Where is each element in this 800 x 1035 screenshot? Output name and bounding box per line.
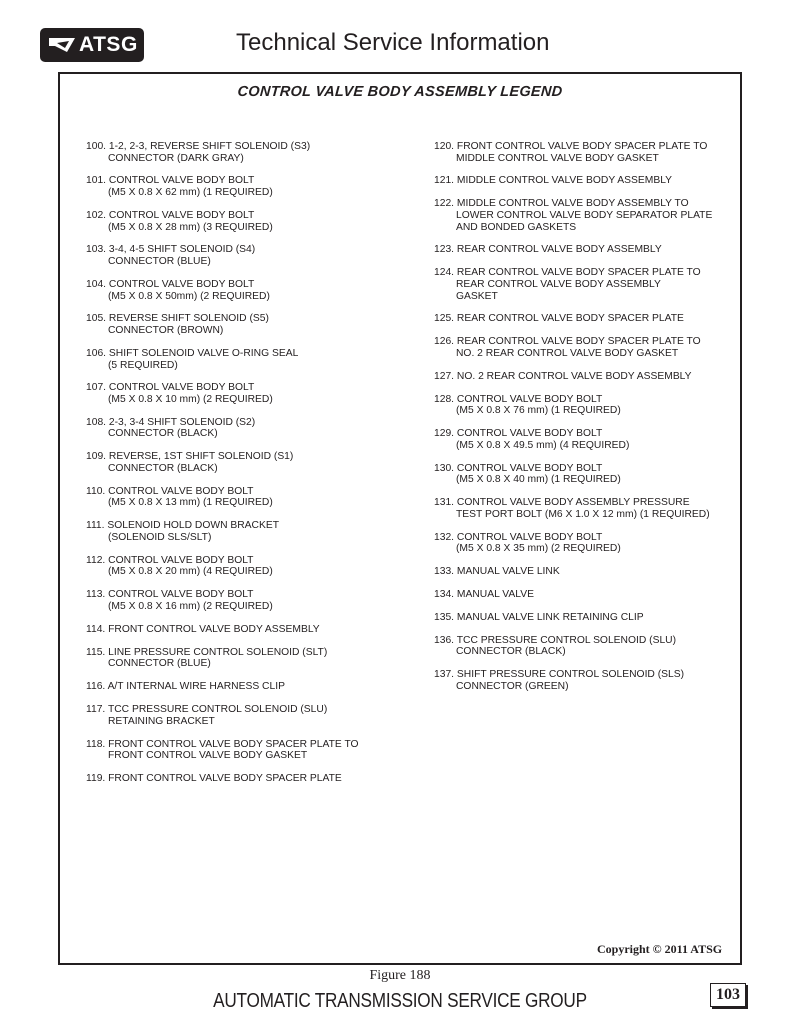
legend-item-text: 122. MIDDLE CONTROL VALVE BODY ASSEMBLY TO	[434, 198, 689, 210]
legend-item-text: 106. SHIFT SOLENOID VALVE O-RING SEAL	[86, 347, 299, 359]
legend-item-text: 132. CONTROL VALVE BODY BOLT	[434, 531, 603, 543]
legend-item-text: 102. CONTROL VALVE BODY BOLT	[86, 209, 255, 221]
legend-item-text: 113. CONTROL VALVE BODY BOLT	[86, 589, 254, 601]
legend-item-continuation: CONNECTOR (BLUE)	[108, 658, 211, 670]
legend-item	[434, 267, 734, 302]
legend-item	[434, 669, 734, 692]
legend-item	[86, 210, 416, 233]
legend-item-text: 133. MANUAL VALVE LINK	[434, 566, 560, 578]
legend-item-text: 103. 3-4, 4-5 SHIFT SOLENOID (S4)	[86, 244, 256, 256]
legend-item	[86, 589, 416, 612]
legend-item-text: 104. CONTROL VALVE BODY BOLT	[86, 278, 255, 290]
legend-item-continuation: (M5 X 0.8 X 76 mm) (1 REQUIRED)	[456, 405, 621, 417]
legend-item-continuation: (M5 X 0.8 X 10 mm) (2 REQUIRED)	[108, 393, 273, 405]
legend-item-text: 120. FRONT CONTROL VALVE BODY SPACER PLATE TO	[434, 141, 708, 152]
legend-item	[86, 773, 416, 785]
legend-item-continuation: CONNECTOR (DARK GRAY)	[108, 152, 244, 164]
legend-item-continuation: (5 REQUIRED)	[108, 359, 178, 371]
legend-item-text: 118. FRONT CONTROL VALVE BODY SPACER PLATE TO	[86, 738, 359, 750]
legend-item	[86, 451, 416, 474]
legend-item	[434, 175, 734, 187]
legend-item	[86, 175, 416, 198]
legend-item	[86, 681, 416, 693]
legend-item-continuation: (M5 X 0.8 X 62 mm) (1 REQUIRED)	[108, 187, 273, 199]
legend-item-continuation: (M5 X 0.8 X 13 mm) (1 REQUIRED)	[108, 497, 273, 509]
legend-item-text: 137. SHIFT PRESSURE CONTROL SOLENOID (SLS)	[434, 669, 685, 681]
legend-item	[86, 647, 416, 670]
legend-item-text: 112. CONTROL VALVE BODY BOLT	[86, 554, 254, 566]
legend-item	[434, 313, 734, 325]
logo-text: ATSG	[79, 33, 138, 56]
legend-item-text: 100. 1-2, 2-3, REVERSE SHIFT SOLENOID (S3)	[86, 141, 311, 152]
legend-item-continuation: TEST PORT BOLT (M6 X 1.0 X 12 mm) (1 REQUIRED)	[456, 508, 710, 520]
legend-item-continuation: (M5 X 0.8 X 40 mm) (1 REQUIRED)	[456, 474, 621, 486]
legend-item-text: 127. NO. 2 REAR CONTROL VALVE BODY ASSEMBLY	[434, 370, 692, 382]
legend-item-continuation: (SOLENOID SLS/SLT)	[108, 531, 212, 543]
legend-item-continuation: CONNECTOR (BLACK)	[108, 462, 218, 474]
legend-item-text: 107. CONTROL VALVE BODY BOLT	[86, 382, 255, 394]
legend-item-text: 101. CONTROL VALVE BODY BOLT	[86, 175, 255, 187]
legend-item-continuation: CONNECTOR (GREEN)	[456, 680, 569, 692]
legend-item-continuation: (M5 X 0.8 X 16 mm) (2 REQUIRED)	[108, 600, 273, 612]
legend-item-text: 129. CONTROL VALVE BODY BOLT	[434, 428, 603, 440]
legend-right-column	[434, 141, 734, 704]
legend-item-continuation: (M5 X 0.8 X 20 mm) (4 REQUIRED)	[108, 566, 273, 578]
figure-caption: Figure 188	[369, 968, 431, 983]
copyright-notice: Copyright © 2011 ATSG	[597, 942, 723, 956]
legend-item-text: 135. MANUAL VALVE LINK RETAINING CLIP	[434, 611, 644, 623]
legend-item	[86, 520, 416, 543]
legend-left-column	[86, 141, 416, 796]
legend-item	[86, 417, 416, 440]
legend-item	[434, 589, 734, 601]
legend-item-text: 123. REAR CONTROL VALVE BODY ASSEMBLY	[434, 244, 662, 256]
legend-item-continuation: AND BONDED GASKETS	[456, 221, 577, 233]
legend-item-continuation: GASKET	[456, 290, 498, 302]
legend-item	[86, 382, 416, 405]
legend-item	[86, 739, 416, 762]
legend-item	[86, 555, 416, 578]
legend-item-text: 116. A/T INTERNAL WIRE HARNESS CLIP	[86, 681, 285, 693]
transmission-logo-icon	[47, 34, 77, 56]
legend-item-continuation: CONNECTOR (BROWN)	[108, 325, 224, 337]
legend-item-text: 115. LINE PRESSURE CONTROL SOLENOID (SLT)	[86, 646, 328, 658]
legend-item-continuation: FRONT CONTROL VALVE BODY GASKET	[108, 750, 308, 762]
legend-item-text: 117. TCC PRESSURE CONTROL SOLENOID (SLU)	[86, 704, 328, 716]
page-number: 103	[710, 983, 746, 1007]
legend-item-continuation: CONNECTOR (BLUE)	[108, 256, 211, 268]
legend-item-text: 125. REAR CONTROL VALVE BODY SPACER PLATE	[434, 313, 684, 325]
legend-item-text: 126. REAR CONTROL VALVE BODY SPACER PLATE TO	[434, 336, 701, 348]
legend-item	[434, 198, 734, 233]
legend-item-continuation: (M5 X 0.8 X 28 mm) (3 REQUIRED)	[108, 221, 273, 233]
legend-item-continuation: LOWER CONTROL VALVE BODY SEPARATOR PLATE	[456, 209, 713, 221]
legend-item-text: 109. REVERSE, 1ST SHIFT SOLENOID (S1)	[86, 451, 294, 463]
legend-item-text: 108. 2-3, 3-4 SHIFT SOLENOID (S2)	[86, 416, 256, 428]
legend-item	[434, 612, 734, 624]
legend-title: CONTROL VALVE BODY ASSEMBLY LEGEND	[236, 84, 564, 100]
legend-item-text: 119. FRONT CONTROL VALVE BODY SPACER PLATE	[86, 773, 342, 785]
legend-item	[86, 704, 416, 727]
legend-item	[86, 244, 416, 267]
legend-item	[86, 279, 416, 302]
legend-item-continuation: NO. 2 REAR CONTROL VALVE BODY GASKET	[456, 347, 679, 359]
legend-item-continuation: REAR CONTROL VALVE BODY ASSEMBLY	[456, 278, 661, 290]
legend-item	[434, 497, 734, 520]
legend-item	[434, 141, 734, 164]
legend-item	[434, 394, 734, 417]
legend-item	[434, 532, 734, 555]
legend-item-continuation: CONNECTOR (BLACK)	[108, 428, 218, 440]
page-header-title: Technical Service Information	[236, 29, 550, 56]
legend-item-text: 136. TCC PRESSURE CONTROL SOLENOID (SLU)	[434, 634, 677, 646]
legend-item	[86, 486, 416, 509]
legend-item-text: 130. CONTROL VALVE BODY BOLT	[434, 462, 603, 474]
legend-item	[434, 371, 734, 383]
atsg-logo	[40, 28, 144, 62]
legend-item	[434, 635, 734, 658]
footer-title: AUTOMATIC TRANSMISSION SERVICE GROUP	[213, 990, 587, 1012]
legend-item-continuation: MIDDLE CONTROL VALVE BODY GASKET	[456, 152, 659, 164]
legend-item	[86, 624, 416, 636]
legend-item	[86, 348, 416, 371]
legend-item	[434, 428, 734, 451]
legend-item	[86, 141, 416, 164]
legend-item	[434, 463, 734, 486]
legend-item-text: 128. CONTROL VALVE BODY BOLT	[434, 393, 603, 405]
legend-item-text: 121. MIDDLE CONTROL VALVE BODY ASSEMBLY	[434, 175, 673, 187]
legend-item	[434, 336, 734, 359]
legend-item-continuation: (M5 X 0.8 X 49.5 mm) (4 REQUIRED)	[456, 439, 630, 451]
legend-item	[434, 244, 734, 256]
legend-item-continuation: (M5 X 0.8 X 35 mm) (2 REQUIRED)	[456, 543, 621, 555]
legend-item-continuation: CONNECTOR (BLACK)	[456, 646, 566, 658]
legend-item-continuation: RETAINING BRACKET	[108, 715, 215, 727]
legend-item-text: 111. SOLENOID HOLD DOWN BRACKET	[86, 520, 280, 532]
legend-item-text: 114. FRONT CONTROL VALVE BODY ASSEMBLY	[86, 623, 320, 635]
legend-item-text: 105. REVERSE SHIFT SOLENOID (S5)	[86, 313, 269, 325]
legend-item-text: 110. CONTROL VALVE BODY BOLT	[86, 485, 254, 497]
legend-item	[86, 313, 416, 336]
legend-item-text: 131. CONTROL VALVE BODY ASSEMBLY PRESSURE	[434, 497, 690, 509]
legend-item-text: 134. MANUAL VALVE	[434, 589, 534, 600]
legend-item-text: 124. REAR CONTROL VALVE BODY SPACER PLATE TO	[434, 267, 701, 279]
legend-item-continuation: (M5 X 0.8 X 50mm) (2 REQUIRED)	[108, 290, 270, 302]
legend-item	[434, 566, 734, 578]
